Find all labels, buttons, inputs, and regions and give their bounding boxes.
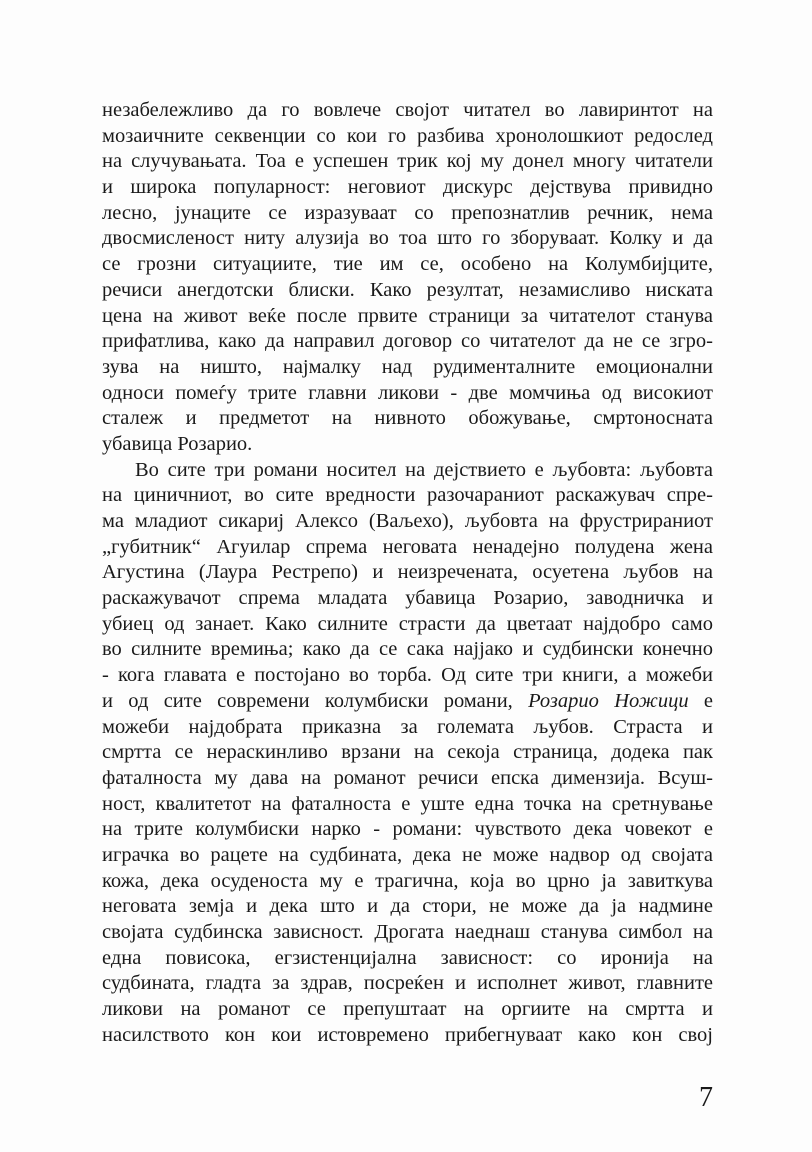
text-line: незабележливо да го вовлече својот читател во лавиринтот на	[102, 99, 713, 121]
text-line: „губитник“ Агуилар спрема неговата ненадејно полудена жена	[102, 535, 713, 558]
text-line: ма младиот сикариј Алексо (Ваљехо), љубовта на фрустрираниот	[102, 510, 713, 532]
text-line: прифатлива, како да направил договор со читателот да не се згро-	[102, 330, 713, 353]
text-line: неговата земја и дека што и да стори, не може да ја надмине	[102, 895, 713, 918]
text-line: фаталноста му дава на романот речиси епска димензија. Всуш-	[102, 766, 713, 789]
text-line: сталеж и предметот на нивното обожување, смртоносната	[102, 407, 713, 430]
text-run: и од сите современи колумбиски романи,	[102, 689, 529, 712]
text-line: - кога главата е постојано во торба. Од сите три книги, а можеби	[102, 664, 713, 687]
text-line: убиец од занает. Како силните страсти да цветаат најдобро само	[102, 612, 713, 635]
text-line: на случувањата. Тоа е успешен трик кој му донел многу читатели	[102, 150, 713, 173]
text-line	[102, 689, 713, 715]
text-line: играчка во рацете на судбината, дека не може надвор од својата	[102, 843, 713, 866]
text-line: и широка популарност: неговиот дискурс дејствува привидно	[102, 176, 713, 199]
text-line: двосмисленост ниту алузија во тоа што го зборуваат. Колку и да	[102, 227, 713, 250]
text-line: во силните времиња; како да се сака најјако и судбински конечно	[102, 638, 713, 661]
text-line: Во сите три романи носител на дејствието е љубовта: љубовта	[135, 458, 713, 481]
text-line: својата судбинска зависност. Дрогата наеднаш станува симбол на	[102, 921, 713, 943]
text-line: смртта се нераскинливо врзани на секоја страница, додека пак	[102, 741, 713, 764]
italic-title-run: Розарио Ножици	[528, 689, 689, 712]
text-line: убавица Розарио.	[102, 432, 253, 455]
text-line: мозаичните секвенции со кои го разбива хронолошкиот редослед	[102, 124, 713, 147]
text-line: ност, квалитетот на фаталноста е уште една точка на сретнување	[102, 792, 713, 815]
text-line: Агустина (Лаура Рестрепо) и неизречената, осуетена љубов на	[102, 561, 713, 584]
page-body-text	[102, 98, 713, 1048]
text-line: кожа, дека осуденоста му е трагична, која во црно ја завиткува	[102, 869, 713, 892]
text-line: насилството кон кои истовремено прибегнуваат како кон свој	[102, 1023, 713, 1046]
text-line: речиси анегдотски блиски. Како резултат, незамисливо ниската	[102, 278, 713, 301]
text-line: ликови на романот се препуштаат на оргиите на смртта и	[102, 998, 713, 1021]
text-line: се грозни ситуациите, тие им се, особено на Колумбијците,	[102, 253, 713, 276]
text-line: на трите колумбиски нарко - романи: чувството дека човекот е	[102, 818, 713, 841]
text-line: раскажувачот спрема младата убавица Розарио, заводничка и	[102, 587, 713, 610]
text-line: на циничниот, во сите вредности разочараниот раскажувач спре-	[102, 484, 713, 507]
text-line: судбината, гладта за здрав, посреќен и исполнет живот, главните	[102, 972, 713, 995]
page-number: 7	[699, 1082, 713, 1113]
text-line: односи помеѓу трите главни ликови - две момчиња од високиот	[102, 381, 713, 404]
text-line: лесно, јунаците се изразуваат со препознатлив речник, нема	[102, 201, 713, 224]
text-line: цена на живот веќе после првите страници за читателот станува	[102, 304, 713, 327]
text-line: можеби најдобрата приказна за големата љубов. Страста и	[102, 715, 713, 738]
text-line: зува на ништо, најмалку над рудименталните емоционални	[102, 355, 713, 378]
text-line: една повисока, егзистенцијална зависност: со иронија на	[102, 946, 713, 969]
text-run: е	[688, 689, 713, 712]
